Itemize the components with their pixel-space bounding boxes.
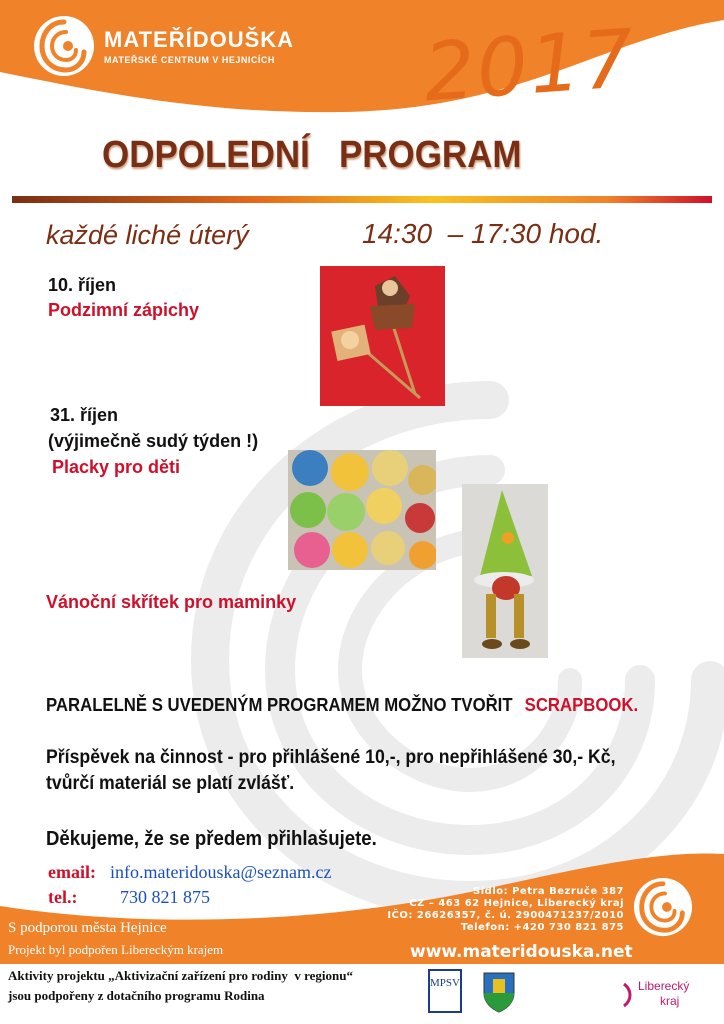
parallel-note — [46, 695, 638, 716]
parallel-note-text: PARALELNĚ S UVEDENÝM PROGRAMEM MOŽNO TVOŘIT — [46, 695, 513, 715]
christmas-gnome-photo — [462, 484, 548, 658]
event-note: (výjimečně sudý týden !) — [48, 431, 259, 451]
thanks-text: Děkujeme, že se předem přihlašujete. — [46, 828, 377, 850]
brand-name: MATEŘÍDOUŠKA — [104, 27, 295, 52]
support-line: S podporou města Hejnice — [8, 920, 167, 936]
autumn-craft-photo — [320, 266, 445, 406]
scrapbook-highlight: SCRAPBOOK. — [524, 695, 639, 715]
title-divider — [12, 196, 712, 203]
address-line: Sídlo: Petra Bezruče 387 — [473, 886, 624, 897]
badges-photo — [288, 450, 436, 570]
kraj-logo-mark-icon — [622, 982, 636, 1008]
address-line: CZ – 463 62 Hejnice, Liberecký kraj — [409, 898, 624, 909]
footer-project-line: Aktivity projektu „Aktivizační zařízení pro rodiny v regionu“ — [8, 968, 353, 983]
mpsv-logo — [428, 969, 462, 1013]
website-link[interactable]: www.materidouska.net — [410, 942, 633, 962]
mpsv-logo-text: MPSV — [430, 977, 460, 989]
fee-line-2: tvůrčí materiál se platí zvlášť. — [46, 773, 295, 794]
email-label: email: — [48, 862, 96, 882]
page-title: ODPOLEDNÍ PROGRAM — [102, 134, 522, 176]
coat-of-arms-icon — [482, 969, 516, 1013]
address-line: IČO: 26626357, č. ú. 2900471237/2010 — [387, 910, 624, 921]
tel-label: tel.: — [48, 887, 78, 907]
year: 2017 — [420, 11, 639, 120]
footer-project-line: jsou podpořeny z dotačního programu Rodina — [8, 988, 265, 1003]
brand-subtitle: MATEŘSKÉ CENTRUM V HEJNICÍCH — [104, 55, 275, 65]
address-line: Telefon: +420 730 821 875 — [460, 922, 624, 933]
event-date: 10. říjen — [48, 275, 117, 295]
schedule-time: 14:30 – 17:30 hod. — [362, 218, 604, 249]
fee-line-1: Příspěvek na činnost - pro přihlášené 10,-, pro nepřihlášené 30,- Kč, — [46, 747, 616, 768]
email-link[interactable]: info.materidouska@seznam.cz — [110, 862, 332, 882]
support-line: Projekt byl podpořen Libereckým krajem — [8, 942, 224, 957]
kraj-logo-text: kraj — [660, 994, 680, 1008]
tel-number[interactable]: 730 821 875 — [120, 887, 210, 907]
kraj-logo-text: Liberecký — [638, 979, 690, 993]
event-name: Vánoční skřítek pro maminky — [46, 592, 297, 612]
address-block — [380, 886, 624, 934]
schedule-frequency: každé liché úterý — [46, 220, 249, 250]
event-name: Placky pro děti — [52, 457, 181, 477]
event-date: 31. říjen — [50, 405, 119, 425]
liberecky-kraj-logo — [622, 976, 708, 1012]
brand-logo-icon — [32, 14, 96, 78]
brand-logo-icon — [632, 876, 694, 938]
event-name: Podzimní zápichy — [48, 300, 200, 320]
